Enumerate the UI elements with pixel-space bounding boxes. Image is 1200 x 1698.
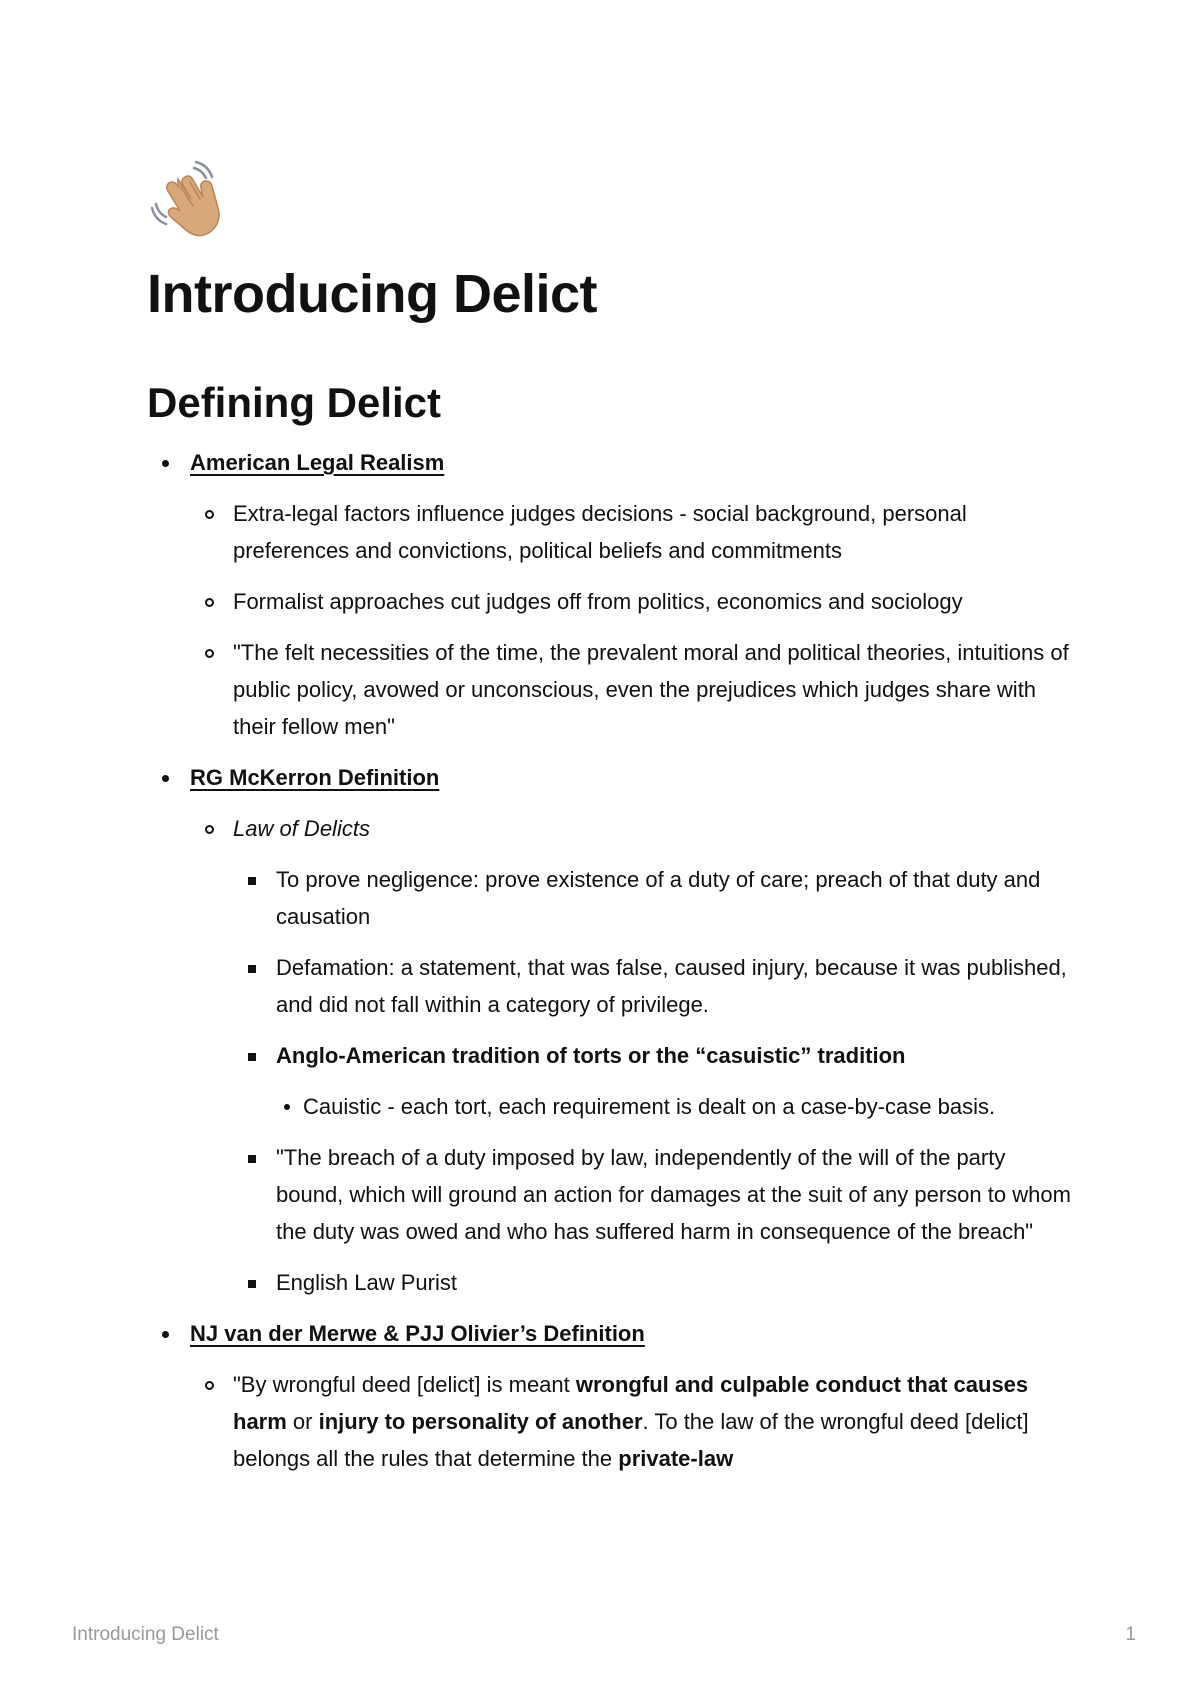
list-item-text: Cauistic - each tort, each requirement is dealt on a case-by-case basis. xyxy=(303,1094,996,1119)
quote-text xyxy=(233,1372,1029,1471)
mckerron-heading: RG McKerron Definition xyxy=(190,765,440,790)
bullet-disc-icon xyxy=(162,460,169,467)
main-list xyxy=(147,444,1077,1477)
realism-sublist xyxy=(190,495,1077,745)
footer-page-number: 1 xyxy=(1125,1624,1136,1645)
quote-part-bold: private-law xyxy=(618,1446,734,1471)
list-item xyxy=(233,1037,1077,1125)
document-body xyxy=(147,444,1077,1491)
van-der-merwe-sublist xyxy=(190,1366,1077,1477)
bullet-disc-icon xyxy=(162,775,169,782)
bullet-square-icon xyxy=(248,877,256,885)
bullet-circle-icon xyxy=(205,649,214,658)
list-item-text: To prove negligence: prove existence of a duty of care; preach of that duty and causation xyxy=(276,867,1041,929)
footer-title: Introducing Delict xyxy=(72,1624,219,1645)
section-heading: Defining Delict xyxy=(147,379,442,426)
list-item-text: Formalist approaches cut judges off from politics, economics and sociology xyxy=(233,589,963,614)
list-item-text: Extra-legal factors influence judges decisions - social background, personal preferences and convictions, political beliefs and commitments xyxy=(233,501,967,563)
list-item xyxy=(233,1139,1077,1250)
list-item-text: English Law Purist xyxy=(276,1270,457,1295)
list-item xyxy=(190,810,1077,1301)
list-item-text: "The felt necessities of the time, the prevalent moral and political theories, intuitions of public policy, avowed or unconscious, even the prejudices which judges share with their fellow men" xyxy=(233,640,1069,739)
list-item-text: "The breach of a duty imposed by law, independently of the will of the party bound, which will ground an action for damages at the suit of any person to whom the duty was owed and who has suffered harm in consequence of the breach" xyxy=(276,1145,1071,1244)
quote-part: "By wrongful deed [delict] is meant xyxy=(233,1372,576,1397)
waving-hand-icon xyxy=(150,160,230,240)
van-der-merwe-heading: NJ van der Merwe & PJJ Olivier’s Definition xyxy=(190,1321,645,1346)
list-item xyxy=(190,1366,1077,1477)
list-item-realism xyxy=(147,444,1077,745)
list-item xyxy=(190,495,1077,569)
realism-heading: American Legal Realism xyxy=(190,450,445,475)
list-item-text: Defamation: a statement, that was false, caused injury, because it was published, and did not fall within a category of privilege. xyxy=(276,955,1067,1017)
law-of-delicts-sublist xyxy=(233,861,1077,1301)
list-item xyxy=(233,949,1077,1023)
list-item-text: Anglo-American tradition of torts or the “casuistic” tradition xyxy=(276,1043,906,1068)
quote-part-bold: wrongful and culpable conduct that causes harm xyxy=(233,1372,1029,1434)
list-item-mckerron xyxy=(147,759,1077,1301)
list-item-van-der-merwe xyxy=(147,1315,1077,1477)
quote-part: . To the law of the wrongful deed [delict] belongs all the rules that determine the xyxy=(233,1409,1029,1471)
bullet-circle-icon xyxy=(205,598,214,607)
bullet-disc-icon xyxy=(284,1104,290,1110)
law-of-delicts-label: Law of Delicts xyxy=(233,816,370,841)
list-item xyxy=(233,1264,1077,1301)
page-title: Introducing Delict xyxy=(147,264,597,324)
bullet-circle-icon xyxy=(205,825,214,834)
quote-part-bold: injury to personality of another xyxy=(318,1409,643,1434)
bullet-square-icon xyxy=(248,1053,256,1061)
bullet-circle-icon xyxy=(205,510,214,519)
list-item xyxy=(190,634,1077,745)
mckerron-sublist xyxy=(190,810,1077,1301)
bullet-square-icon xyxy=(248,1280,256,1288)
list-item xyxy=(276,1088,1077,1125)
bullet-square-icon xyxy=(248,1155,256,1163)
bullet-square-icon xyxy=(248,965,256,973)
casuistic-sublist xyxy=(276,1088,1077,1125)
list-item xyxy=(233,861,1077,935)
list-item xyxy=(190,583,1077,620)
bullet-disc-icon xyxy=(162,1331,169,1338)
quote-part: or xyxy=(286,1409,319,1434)
bullet-circle-icon xyxy=(205,1381,214,1390)
